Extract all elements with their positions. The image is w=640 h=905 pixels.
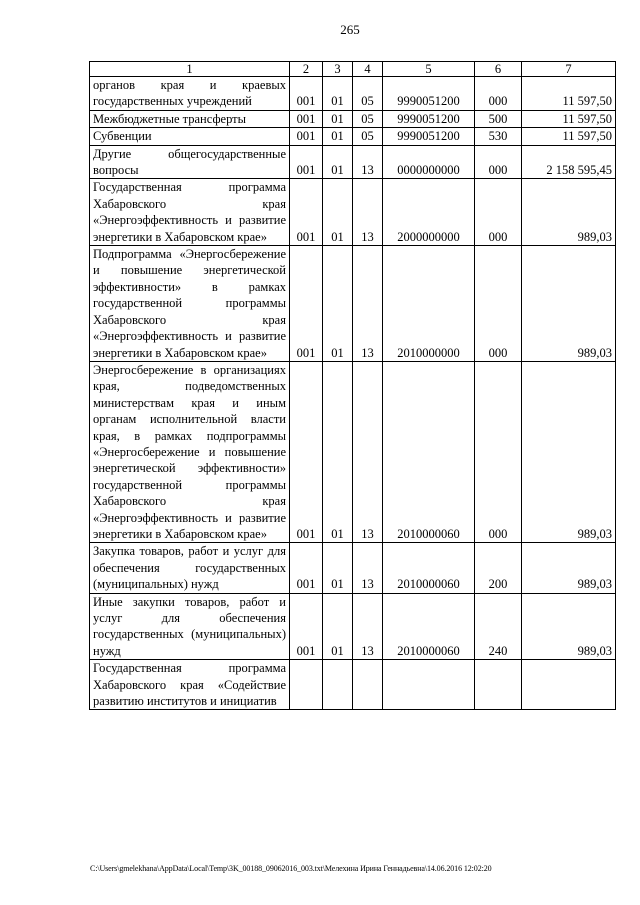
row-name: Подпрограмма «Энергосбережение и повышение энергетической эффективности» в рамках государственной программы Хабаровского края «Энергоэффективность и развитие энергетики в Хабаровском крае»	[90, 246, 290, 362]
row-section: 01	[323, 593, 353, 660]
row-subsection	[353, 660, 383, 710]
header-cell: 2	[290, 62, 323, 77]
row-target: 9990051200	[383, 110, 475, 127]
row-code: 001	[290, 593, 323, 660]
row-section: 01	[323, 128, 353, 145]
row-target: 2010000000	[383, 246, 475, 362]
row-type: 530	[475, 128, 522, 145]
row-subsection: 13	[353, 246, 383, 362]
row-subsection: 05	[353, 77, 383, 111]
row-name: Государственная программа Хабаровского края «Энергоэффективность и развитие энергетики в Хабаровском крае»	[90, 179, 290, 246]
row-target: 2010000060	[383, 543, 475, 593]
file-path-footer: C:\Users\gmelekhana\AppData\Local\Temp\3K_00188_09062016_003.txt\Мелехина Ирина Геннадьевна\14.06.2016 12:02:20	[90, 864, 492, 873]
row-type: 000	[475, 145, 522, 179]
row-amount	[522, 660, 616, 710]
row-code: 001	[290, 145, 323, 179]
row-subsection: 13	[353, 543, 383, 593]
row-name: органов края и краевых государственных учреждений	[90, 77, 290, 111]
row-target: 2000000000	[383, 179, 475, 246]
row-target: 0000000000	[383, 145, 475, 179]
table-row	[90, 110, 616, 127]
row-subsection: 05	[353, 128, 383, 145]
row-amount: 989,03	[522, 179, 616, 246]
row-section: 01	[323, 543, 353, 593]
row-type: 000	[475, 361, 522, 542]
row-amount: 989,03	[522, 246, 616, 362]
row-section: 01	[323, 246, 353, 362]
row-code: 001	[290, 128, 323, 145]
row-subsection: 13	[353, 145, 383, 179]
table-row	[90, 128, 616, 145]
row-amount: 989,03	[522, 361, 616, 542]
row-name: Государственная программа Хабаровского края «Содействие развитию институтов и инициатив	[90, 660, 290, 710]
table-row	[90, 77, 616, 111]
row-code: 001	[290, 246, 323, 362]
row-code	[290, 660, 323, 710]
row-name: Другие общегосударственные вопросы	[90, 145, 290, 179]
table-row	[90, 660, 616, 710]
row-type: 240	[475, 593, 522, 660]
row-name: Энергосбережение в организациях края, подведомственных министерствам края и иным органам исполнительной власти края, в рамках подпрограммы «Энергосбережение и повышение энергетической эффективности» государственной программы Хабаровского края «Энергоэффективность и развитие энергетики в Хабаровском крае»	[90, 361, 290, 542]
row-code: 001	[290, 179, 323, 246]
row-amount: 989,03	[522, 593, 616, 660]
row-section: 01	[323, 77, 353, 111]
header-cell: 5	[383, 62, 475, 77]
row-target: 9990051200	[383, 128, 475, 145]
row-type: 000	[475, 77, 522, 111]
row-amount: 11 597,50	[522, 77, 616, 111]
table-row	[90, 145, 616, 179]
row-amount: 11 597,50	[522, 110, 616, 127]
row-amount: 11 597,50	[522, 128, 616, 145]
table-row	[90, 593, 616, 660]
row-code: 001	[290, 543, 323, 593]
row-name: Межбюджетные трансферты	[90, 110, 290, 127]
row-type: 000	[475, 179, 522, 246]
header-cell: 1	[90, 62, 290, 77]
row-name: Иные закупки товаров, работ и услуг для обеспечения государственных (муниципальных) нужд	[90, 593, 290, 660]
row-name: Субвенции	[90, 128, 290, 145]
page-number: 265	[340, 22, 360, 37]
table-row	[90, 543, 616, 593]
row-section: 01	[323, 179, 353, 246]
row-type: 000	[475, 246, 522, 362]
budget-table	[89, 61, 616, 710]
table-header-row	[90, 62, 616, 77]
row-type: 200	[475, 543, 522, 593]
row-code: 001	[290, 110, 323, 127]
row-name: Закупка товаров, работ и услуг для обеспечения государственных (муниципальных) нужд	[90, 543, 290, 593]
header-cell: 6	[475, 62, 522, 77]
table-row	[90, 361, 616, 542]
header-cell: 3	[323, 62, 353, 77]
row-target: 2010000060	[383, 361, 475, 542]
row-target: 2010000060	[383, 593, 475, 660]
row-target	[383, 660, 475, 710]
row-subsection: 13	[353, 361, 383, 542]
table-row	[90, 179, 616, 246]
row-section: 01	[323, 145, 353, 179]
row-subsection: 13	[353, 593, 383, 660]
row-section	[323, 660, 353, 710]
row-code: 001	[290, 361, 323, 542]
row-section: 01	[323, 110, 353, 127]
row-type	[475, 660, 522, 710]
row-subsection: 05	[353, 110, 383, 127]
header-cell: 4	[353, 62, 383, 77]
table-row	[90, 246, 616, 362]
row-amount: 989,03	[522, 543, 616, 593]
row-code: 001	[290, 77, 323, 111]
row-target: 9990051200	[383, 77, 475, 111]
row-section: 01	[323, 361, 353, 542]
header-cell: 7	[522, 62, 616, 77]
row-type: 500	[475, 110, 522, 127]
row-subsection: 13	[353, 179, 383, 246]
row-amount: 2 158 595,45	[522, 145, 616, 179]
